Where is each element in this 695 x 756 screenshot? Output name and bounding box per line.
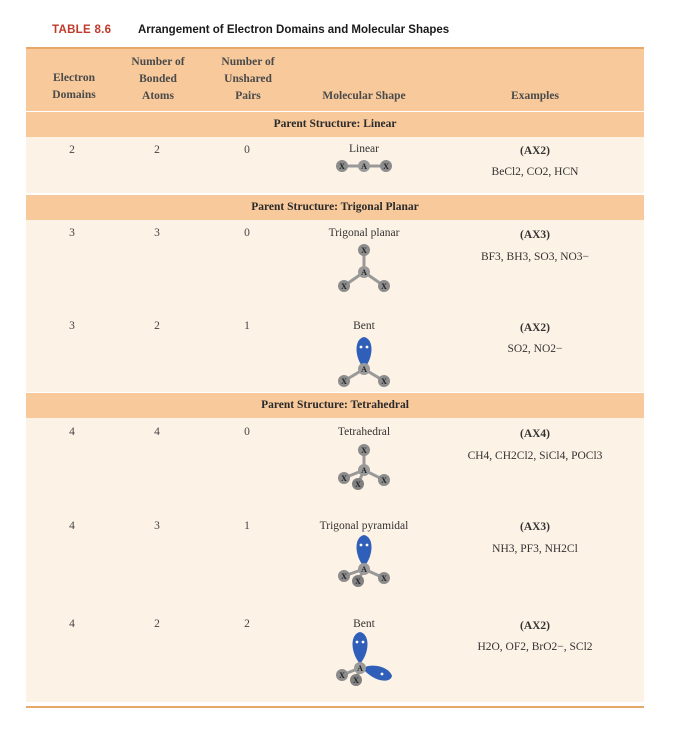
tetrahedral-molecule-model bbox=[334, 440, 394, 496]
row-5-bonded: 3 bbox=[154, 520, 160, 532]
row-2-pairs: 0 bbox=[244, 227, 250, 239]
row-3-domains: 3 bbox=[69, 320, 75, 332]
row-4-domains: 4 bbox=[69, 426, 75, 438]
row-2-formula: (AX3) bbox=[519, 229, 551, 241]
svg-text:X: X bbox=[381, 574, 387, 583]
svg-text:X: X bbox=[361, 246, 367, 255]
svg-text:A: A bbox=[361, 466, 367, 475]
linear-molecule-model bbox=[334, 158, 394, 174]
svg-text:X: X bbox=[355, 480, 361, 489]
row-2-domains: 3 bbox=[69, 227, 75, 239]
header-bonded-atoms: Number of Bonded Atoms bbox=[131, 56, 185, 102]
row-3-bonded: 2 bbox=[154, 320, 160, 332]
svg-text:A: A bbox=[361, 162, 367, 171]
row-5-examples: NH3, PF3, NH2Cl bbox=[492, 543, 578, 555]
row-1-pairs: 0 bbox=[244, 144, 250, 156]
row-5-domains: 4 bbox=[69, 520, 75, 532]
row-6-examples: H2O, OF2, BrO2−, SCl2 bbox=[477, 641, 593, 653]
trigonal-pyramidal-molecule-model bbox=[334, 533, 394, 591]
svg-text:X: X bbox=[381, 476, 387, 485]
table-header bbox=[26, 49, 644, 111]
header-electron-domains: Electron Domains bbox=[52, 72, 96, 101]
svg-text:X: X bbox=[381, 377, 387, 386]
svg-text:X: X bbox=[341, 282, 347, 291]
section-linear: Parent Structure: Linear bbox=[26, 112, 644, 137]
row-4-shape: Tetrahedral bbox=[337, 426, 391, 438]
bottom-rule bbox=[26, 706, 644, 708]
row-4-formula: (AX4) bbox=[519, 428, 551, 440]
row-6-formula: (AX2) bbox=[519, 620, 551, 632]
table-caption bbox=[52, 24, 450, 36]
svg-text:A: A bbox=[357, 664, 363, 673]
row-6-pairs: 2 bbox=[244, 618, 250, 630]
row-1-examples: BeCl2, CO2, HCN bbox=[491, 166, 579, 178]
svg-text:X: X bbox=[341, 377, 347, 386]
row-4-examples: CH4, CH2Cl2, SiCl4, POCl3 bbox=[467, 450, 603, 462]
svg-text:X: X bbox=[355, 577, 361, 586]
row-5-pairs: 1 bbox=[244, 520, 250, 532]
svg-text:X: X bbox=[353, 676, 359, 685]
row-2-bonded: 3 bbox=[154, 227, 160, 239]
section-tetrahedral: Parent Structure: Tetrahedral bbox=[26, 393, 644, 418]
row-4-pairs: 0 bbox=[244, 426, 250, 438]
bent-tetrahedral-molecule-model bbox=[330, 630, 396, 690]
svg-text:X: X bbox=[339, 671, 345, 680]
svg-text:X: X bbox=[361, 446, 367, 455]
table-title: Arrangement of Electron Domains and Molecular Shapes bbox=[138, 24, 450, 36]
row-3-formula: (AX2) bbox=[519, 322, 551, 334]
svg-text:A: A bbox=[361, 268, 367, 277]
header-molecular-shape: Molecular Shape bbox=[322, 90, 406, 102]
svg-text:X: X bbox=[339, 162, 345, 171]
header-unshared-pairs: Number of Unshared Pairs bbox=[221, 56, 275, 102]
svg-text:X: X bbox=[383, 162, 389, 171]
row-6-domains: 4 bbox=[69, 618, 75, 630]
row-1-formula: (AX2) bbox=[519, 145, 551, 157]
row-2-shape: Trigonal planar bbox=[328, 227, 400, 239]
svg-text:A: A bbox=[361, 365, 367, 374]
svg-text:X: X bbox=[381, 282, 387, 291]
bent-trigonal-molecule-model bbox=[334, 333, 394, 389]
svg-text:X: X bbox=[341, 474, 347, 483]
svg-text:X: X bbox=[341, 572, 347, 581]
row-4-bonded: 4 bbox=[154, 426, 160, 438]
section-trigonal-planar: Parent Structure: Trigonal Planar bbox=[26, 195, 644, 220]
row-6-bonded: 2 bbox=[154, 618, 160, 630]
row-1-domains: 2 bbox=[69, 144, 75, 156]
table-number: TABLE 8.6 bbox=[52, 24, 112, 36]
trigonal-planar-molecule-model bbox=[334, 240, 394, 294]
row-5-formula: (AX3) bbox=[519, 521, 551, 533]
row-3-shape: Bent bbox=[353, 320, 375, 332]
svg-text:A: A bbox=[361, 565, 367, 574]
row-1-shape: Linear bbox=[348, 143, 379, 155]
row-5-shape: Trigonal pyramidal bbox=[319, 520, 409, 532]
row-6-shape: Bent bbox=[353, 618, 375, 630]
row-3-examples: SO2, NO2− bbox=[507, 343, 563, 355]
row-2-examples: BF3, BH3, SO3, NO3− bbox=[480, 251, 590, 263]
row-1-bonded: 2 bbox=[154, 144, 160, 156]
row-3-pairs: 1 bbox=[244, 320, 250, 332]
header-examples: Examples bbox=[511, 90, 559, 102]
